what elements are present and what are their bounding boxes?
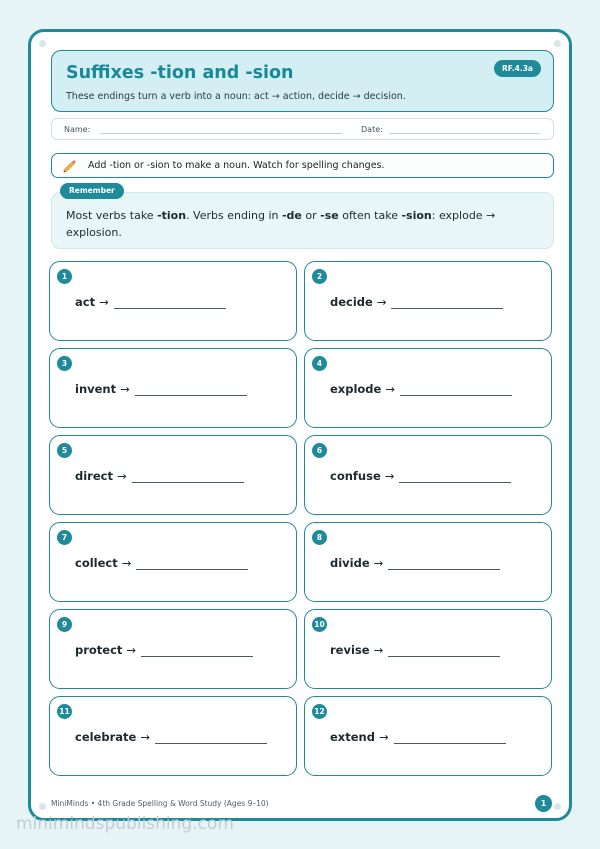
arrow-icon: → [384, 469, 395, 483]
exercise-number: 6 [312, 443, 327, 458]
exercise-row [330, 382, 512, 396]
answer-blank[interactable] [155, 732, 267, 744]
exercise-row [75, 643, 253, 657]
remember-emphasis: -sion [401, 209, 432, 222]
corner-dot [39, 803, 46, 810]
answer-blank[interactable] [141, 645, 253, 657]
exercise-card [304, 696, 552, 776]
page-title: Suffixes -tion and -sion [66, 63, 294, 83]
remember-text [66, 207, 536, 241]
exercise-number: 12 [312, 704, 327, 719]
exercise-card [304, 609, 552, 689]
remember-fragment: often take [338, 209, 402, 222]
arrow-icon: → [373, 643, 384, 657]
answer-blank[interactable] [388, 558, 500, 570]
remember-emphasis: -de [281, 209, 302, 222]
remember-emphasis: -tion [157, 209, 187, 222]
watermark: minimindspublishing.com [16, 814, 234, 834]
exercise-number: 3 [57, 356, 72, 371]
arrow-icon: → [116, 469, 127, 483]
remember-fragment: or [301, 209, 321, 222]
exercise-card [304, 522, 552, 602]
corner-dot [39, 40, 46, 47]
exercise-row [330, 469, 511, 483]
base-verb: confuse [330, 469, 381, 483]
base-verb: collect [75, 556, 118, 570]
exercise-row [330, 556, 500, 570]
exercise-card [49, 609, 297, 689]
title-banner [51, 50, 554, 112]
base-verb: decide [330, 295, 373, 309]
exercise-number: 8 [312, 530, 327, 545]
exercise-card [304, 435, 552, 515]
date-label: Date: [361, 125, 383, 134]
remember-fragment: Most verbs take [66, 209, 158, 222]
remember-badge: Remember [60, 183, 124, 199]
name-date-bar [51, 118, 554, 140]
exercise-row [330, 730, 506, 744]
footer-text: MiniMinds • 4th Grade Spelling & Word Study (Ages 9–10) [51, 799, 269, 808]
exercise-row [330, 643, 500, 657]
arrow-icon: → [99, 295, 109, 309]
remember-fragment: : explode → explosion. [66, 209, 496, 239]
base-verb: divide [330, 556, 370, 570]
arrow-icon: → [385, 382, 395, 396]
base-verb: protect [75, 643, 123, 657]
base-verb: direct [75, 469, 113, 483]
corner-dot [554, 40, 561, 47]
standard-badge: RF.4.3a [494, 60, 541, 77]
answer-blank[interactable] [136, 558, 248, 570]
arrow-icon: → [376, 295, 387, 309]
answer-blank[interactable] [388, 645, 500, 657]
exercise-number: 7 [57, 530, 72, 545]
remember-emphasis: -se [320, 209, 339, 222]
exercise-row [75, 295, 226, 309]
worksheet-page [28, 29, 572, 821]
exercise-card [49, 261, 297, 341]
name-label: Name: [64, 125, 91, 134]
arrow-icon: → [121, 556, 132, 570]
exercise-number: 4 [312, 356, 327, 371]
arrow-icon: → [378, 730, 389, 744]
exercise-row [75, 382, 247, 396]
exercise-card [49, 348, 297, 428]
page-number: 1 [535, 795, 552, 812]
exercise-card [49, 696, 297, 776]
answer-blank[interactable] [399, 471, 511, 483]
base-verb: invent [75, 382, 117, 396]
page-subtitle: These endings turn a verb into a noun: act → action, decide → decision. [66, 91, 406, 102]
base-verb: revise [330, 643, 370, 657]
arrow-icon: → [120, 382, 130, 396]
exercise-card [304, 261, 552, 341]
answer-blank[interactable] [391, 297, 503, 309]
date-line[interactable] [390, 133, 540, 134]
base-verb: explode [330, 382, 382, 396]
corner-dot [554, 803, 561, 810]
exercise-row [75, 469, 244, 483]
exercise-row [75, 556, 248, 570]
base-verb: extend [330, 730, 375, 744]
answer-blank[interactable] [132, 471, 244, 483]
pencil-icon [63, 159, 77, 173]
exercise-card [49, 435, 297, 515]
exercise-number: 1 [57, 269, 72, 284]
remember-box [51, 192, 554, 249]
remember-fragment: . Verbs ending in [186, 209, 282, 222]
answer-blank[interactable] [135, 384, 247, 396]
base-verb: celebrate [75, 730, 137, 744]
answer-blank[interactable] [394, 732, 506, 744]
exercise-row [330, 295, 503, 309]
answer-blank[interactable] [114, 297, 226, 309]
exercise-number: 5 [57, 443, 72, 458]
instruction-box [51, 153, 554, 178]
name-line[interactable] [100, 133, 342, 134]
exercise-number: 9 [57, 617, 72, 632]
instruction-text: Add -tion or -sion to make a noun. Watch for spelling changes. [88, 160, 385, 171]
base-verb: act [75, 295, 96, 309]
exercise-row [75, 730, 267, 744]
arrow-icon: → [140, 730, 150, 744]
exercise-number: 10 [312, 617, 327, 632]
exercise-number: 2 [312, 269, 327, 284]
arrow-icon: → [126, 643, 137, 657]
exercise-card [49, 522, 297, 602]
exercise-number: 11 [57, 704, 72, 719]
exercise-card [304, 348, 552, 428]
arrow-icon: → [373, 556, 384, 570]
answer-blank[interactable] [400, 384, 512, 396]
